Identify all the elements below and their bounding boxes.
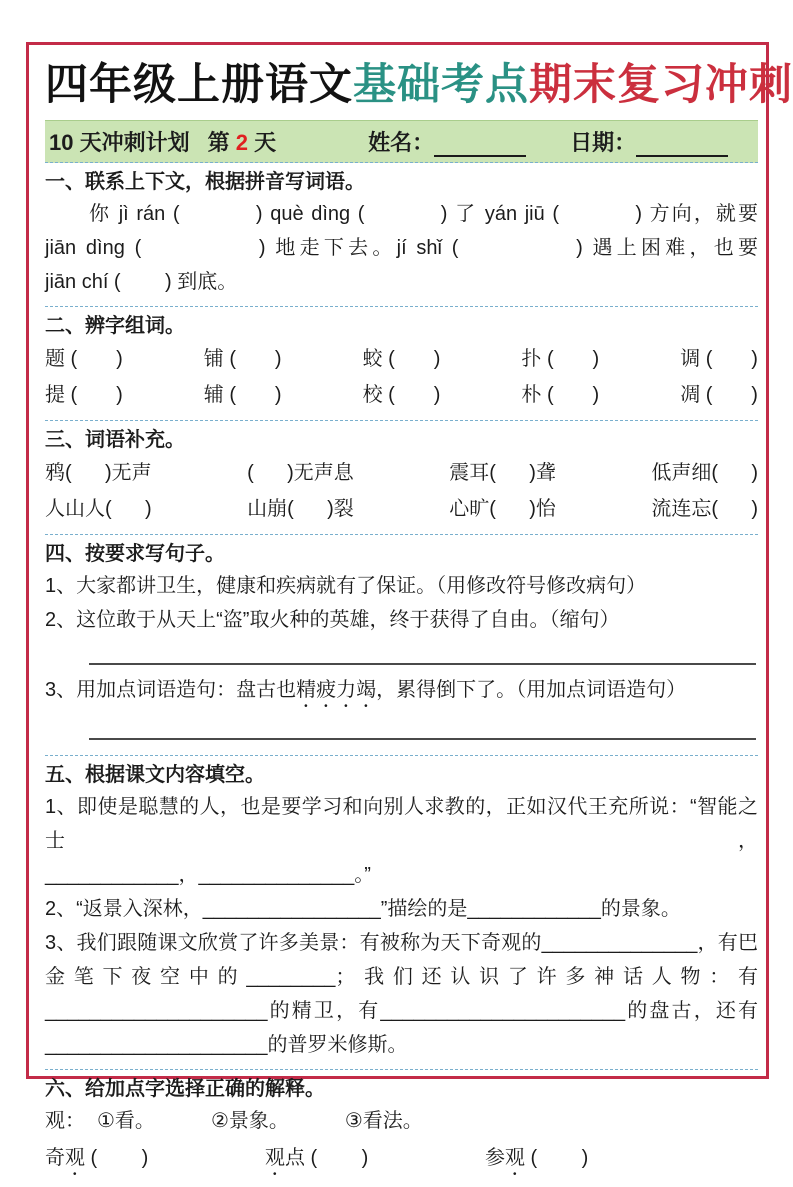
word-pair-row-1 xyxy=(45,341,758,377)
idiom-cell: 人山人( ) xyxy=(45,498,152,520)
idiom-cell: 低声细( ) xyxy=(651,462,758,484)
plan-label: 10 天冲刺计划 xyxy=(49,130,190,155)
fill-item-3: 3、我们跟随课文欣赏了许多美景：有被称为天下奇观的______________，有巴金笔下夜空中的________；我们还认识了许多神话人物：有____________________的精卫，有______________________的盘古，还有____________________的普罗米修斯。 xyxy=(45,932,758,1056)
idiom-cell: 流连忘( ) xyxy=(651,498,758,520)
word-1-post: ( ) xyxy=(85,1147,149,1169)
pinyin-line-1: 你 jì rán ( ) què dìng ( ) 了 yán jiū ( ) 方向，就要 xyxy=(89,203,758,225)
section-2-heading: 二、辨字组词。 xyxy=(45,315,185,337)
title-topic-part: 基础考点 xyxy=(353,61,529,109)
idiom-cell: 心旷( )怡 xyxy=(449,498,556,520)
word-pair-cell: 朴 ( ) xyxy=(521,384,600,406)
section-1-heading: 一、联系上下文，根据拼音写词语。 xyxy=(45,171,365,193)
idiom-cell: 鸦( )无声 xyxy=(45,462,152,484)
title-grade-part: 四年级上册语文 xyxy=(45,61,353,109)
idiom-cell: ( )无声息 xyxy=(247,462,354,484)
date-field xyxy=(570,126,728,157)
dotted-emphasis-word: 精疲力竭 xyxy=(296,679,377,701)
definition-word-2 xyxy=(265,1138,485,1180)
word-pair-cell: 校 ( ) xyxy=(362,384,441,406)
word-pair-cell: 辅 ( ) xyxy=(203,384,282,406)
section-5-heading: 五、根据课文内容填空。 xyxy=(45,764,265,786)
worksheet-page xyxy=(26,42,793,1169)
sentence-item-3-post: ，累得倒下了。（用加点词语造句） xyxy=(376,679,687,701)
word-pair-cell: 提 ( ) xyxy=(45,384,123,406)
day-counter xyxy=(208,126,277,157)
word-pair-cell: 凋 ( ) xyxy=(680,384,758,406)
section-6-definition-choice xyxy=(45,1070,758,1187)
word-pair-row-2 xyxy=(45,377,758,413)
day-prefix: 第 xyxy=(207,130,236,155)
idiom-row-2 xyxy=(45,491,758,527)
definition-word-3 xyxy=(485,1138,705,1180)
name-field xyxy=(368,126,526,157)
word-pair-cell: 调 ( ) xyxy=(680,348,758,370)
section-3-heading: 三、词语补充。 xyxy=(45,429,185,451)
word-2-dotted-char: 观 xyxy=(265,1147,285,1169)
definition-word-row xyxy=(45,1138,758,1180)
definition-word-1 xyxy=(45,1138,265,1180)
day-number: 2 xyxy=(235,130,248,155)
day-suffix: 天 xyxy=(247,130,277,155)
pinyin-line-3: jiān chí ( ) 到底。 xyxy=(45,271,238,293)
word-pair-cell: 蛟 ( ) xyxy=(362,348,441,370)
section-5-fill-in-blanks xyxy=(45,756,758,1070)
word-pair-cell: 题 ( ) xyxy=(45,348,123,370)
idiom-cell: 山崩( )裂 xyxy=(247,498,354,520)
answer-line-2[interactable] xyxy=(89,728,756,740)
name-input-line[interactable] xyxy=(434,137,526,157)
section-3-idiom-completion xyxy=(45,421,758,535)
definition-option-3: ③看法。 xyxy=(344,1110,423,1132)
header-bar xyxy=(45,120,758,163)
section-4-sentence-writing xyxy=(45,535,758,756)
sentence-item-2: 2、这位敢于从天上“盗”取火种的英雄，终于获得了自由。（缩句） xyxy=(45,609,620,631)
word-1-pre: 奇 xyxy=(45,1147,65,1169)
word-3-pre: 参 xyxy=(485,1147,505,1169)
section-1-pinyin xyxy=(45,163,758,307)
word-2-post: 点 ( ) xyxy=(285,1147,369,1169)
section-6-heading: 六、给加点字选择正确的解释。 xyxy=(45,1078,325,1100)
definition-option-2: ②景象。 xyxy=(210,1110,289,1132)
fill-item-1-line-2: ____________，______________。” xyxy=(45,864,371,886)
answer-line-1[interactable] xyxy=(89,653,756,665)
definition-options xyxy=(45,1104,758,1138)
definition-char-label: 观： xyxy=(45,1110,85,1132)
pinyin-line-2: jiān dìng ( ) 地走下去。jí shǐ ( ) 遇上困难，也要 xyxy=(45,237,758,259)
sentence-item-3-pre: 3、用加点词语造句：盘古也 xyxy=(45,679,297,701)
fill-item-1-line-1: 1、即使是聪慧的人，也是要学习和向别人求教的，正如汉代王充所说：“智能之士， xyxy=(45,796,758,852)
fill-item-2: 2、“返景入深林，________________”描绘的是____________的景象。 xyxy=(45,898,681,920)
word-3-dotted-char: 观 xyxy=(505,1147,525,1169)
definition-option-1: ①看。 xyxy=(97,1110,155,1132)
section-4-heading: 四、按要求写句子。 xyxy=(45,543,225,565)
title-review-part: 期末复习冲刺 xyxy=(529,61,793,109)
word-pair-cell: 扑 ( ) xyxy=(521,348,600,370)
sentence-item-3 xyxy=(45,673,758,712)
plan-info xyxy=(49,126,276,157)
page-title xyxy=(45,59,793,111)
word-pair-cell: 铺 ( ) xyxy=(203,348,282,370)
name-label: 姓名： xyxy=(368,130,435,155)
sentence-item-1: 1、大家都讲卫生，健康和疾病就有了保证。（用修改符号修改病句） xyxy=(45,575,647,597)
section-2-word-pairs xyxy=(45,307,758,421)
word-3-post: ( ) xyxy=(525,1147,589,1169)
idiom-cell: 震耳( )聋 xyxy=(449,462,556,484)
date-label: 日期： xyxy=(570,130,637,155)
word-1-dotted-char: 观 xyxy=(65,1147,85,1169)
idiom-row-1 xyxy=(45,455,758,491)
date-input-line[interactable] xyxy=(636,137,728,157)
